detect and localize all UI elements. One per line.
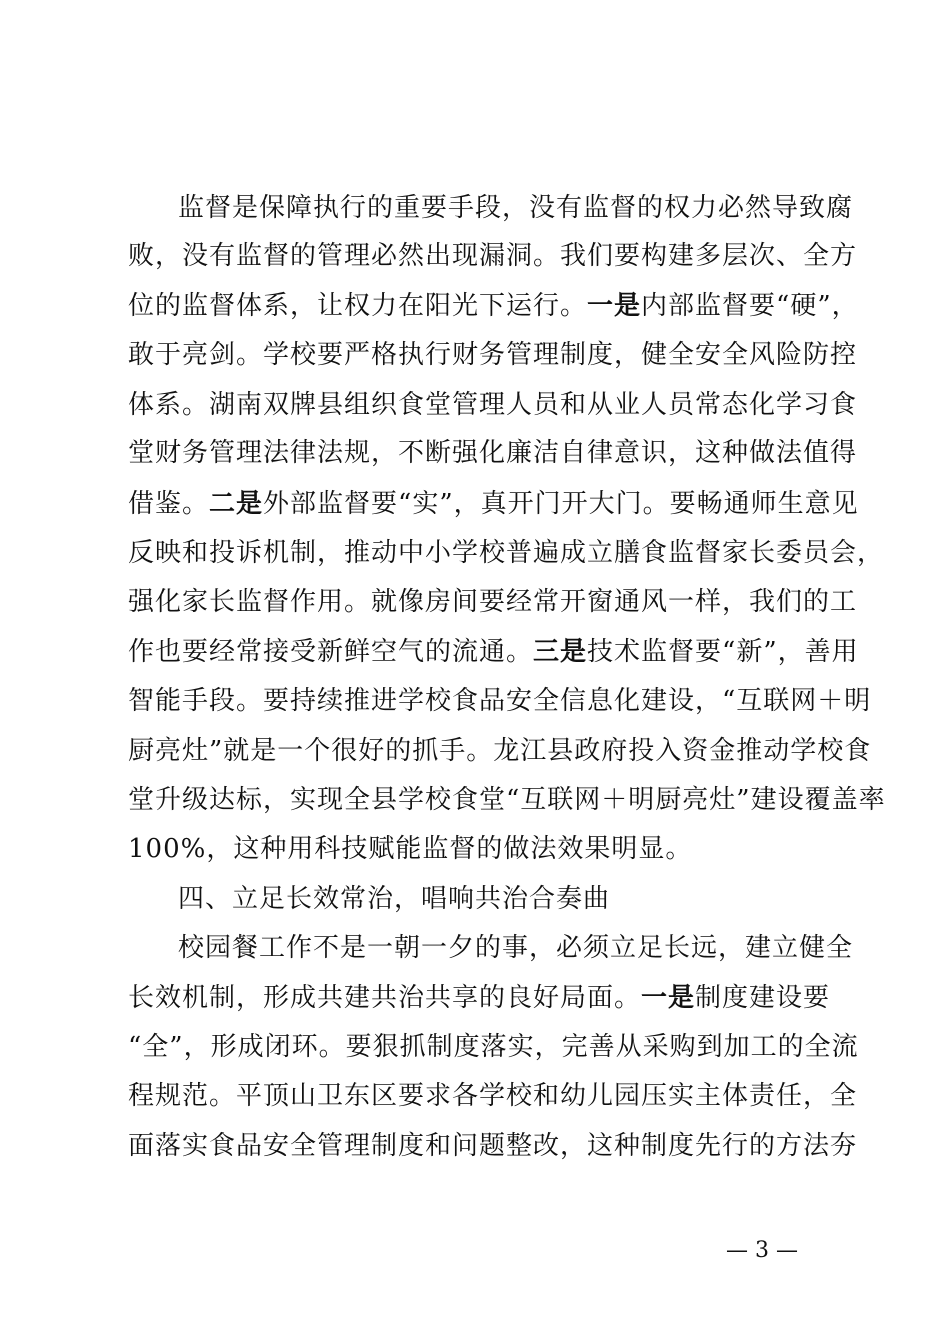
text-run: 堂财务管理法律法规，不断强化廉洁自律意识，这种做法值得 [128, 438, 858, 468]
paragraph-line [178, 933, 898, 963]
paragraph-line [128, 390, 858, 420]
text-run: 体系。湖南双牌县组织食堂管理人员和从业人员常态化学习食 [128, 390, 858, 420]
text-run: 作也要经常接受新鲜空气的流通。 [128, 637, 534, 667]
section-heading [178, 884, 898, 914]
text-run: 败，没有监督的管理必然出现漏洞。我们要构建多层次、全方 [128, 241, 858, 271]
text-run: 监督是保障执行的重要手段，没有监督的权力必然导致腐 [178, 193, 854, 223]
text-run: 技术监督要“新”，善用 [587, 637, 859, 667]
text-run: 内部监督要“硬”， [641, 291, 859, 321]
text-run: 位的监督体系，让权力在阳光下运行。 [128, 291, 588, 321]
text-run: “全”，形成闭环。要狠抓制度落实，完善从采购到加工的全流 [128, 1032, 859, 1062]
text-run: 100%，这种用科技赋能监督的做法效果明显。 [128, 834, 693, 864]
bold-marker: 三是 [533, 637, 588, 667]
page-number: — 3 — [726, 1238, 798, 1263]
paragraph-line [128, 340, 858, 370]
paragraph-line [128, 538, 885, 568]
paragraph-line [128, 291, 859, 321]
paragraph-line [128, 983, 848, 1013]
text-run: 面落实食品安全管理制度和问题整改，这种制度先行的方法夯 [128, 1131, 858, 1161]
paragraph-line [128, 438, 858, 468]
text-run: 堂升级达标，实现全县学校食堂“互联网＋明厨亮灶”建设覆盖率 [128, 785, 886, 815]
bold-marker: 一是 [641, 983, 696, 1013]
text-run: 反映和投诉机制，推动中小学校普遍成立膳食监督家长委员会， [128, 538, 885, 568]
text-run: 外部监督要“实”，真开门开大门。要畅通师生意见 [263, 489, 859, 519]
paragraph-line [128, 1131, 858, 1161]
paragraph-line [128, 489, 859, 519]
paragraph-line [128, 736, 872, 766]
bold-marker: 一是 [587, 291, 642, 321]
paragraph-line [128, 785, 886, 815]
text-run: 程规范。平顶山卫东区要求各学校和幼儿园压实主体责任，全 [128, 1081, 858, 1111]
bold-marker: 二是 [209, 489, 264, 519]
text-run: 制度建设要 [695, 983, 831, 1013]
paragraph-line [128, 587, 858, 617]
text-run: 长效机制，形成共建共治共享的良好局面。 [128, 983, 642, 1013]
paragraph-line [128, 1032, 859, 1062]
paragraph-line [128, 241, 858, 271]
paragraph-line [178, 193, 898, 223]
text-run: 智能手段。要持续推进学校食品安全信息化建设，“互联网＋明 [128, 686, 872, 716]
text-run: 敢于亮剑。学校要严格执行财务管理制度，健全安全风险防控 [128, 340, 858, 370]
paragraph-line [128, 1081, 858, 1111]
text-run: 强化家长监督作用。就像房间要经常开窗通风一样，我们的工 [128, 587, 858, 617]
text-run: 借鉴。 [128, 489, 210, 519]
paragraph-line [128, 834, 848, 864]
text-run: 校园餐工作不是一朝一夕的事，必须立足长远，建立健全 [178, 933, 854, 963]
heading-text: 四、立足长效常治，唱响共治合奏曲 [178, 884, 611, 914]
paragraph-line [128, 637, 859, 667]
text-run: 厨亮灶”就是一个很好的抓手。龙江县政府投入资金推动学校食 [128, 736, 872, 766]
paragraph-line [128, 686, 872, 716]
